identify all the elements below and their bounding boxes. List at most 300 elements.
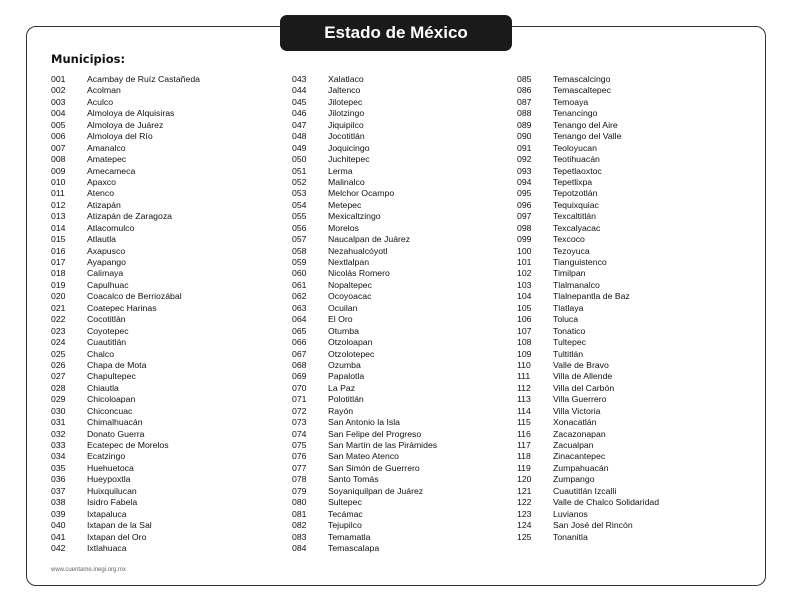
municipio-name: Rayón (328, 405, 354, 416)
municipio-name: Tlalnepantla de Baz (553, 291, 630, 302)
municipio-number: 118 (517, 451, 531, 462)
municipio-number: 099 (517, 234, 532, 245)
municipio-name: Papalotla (328, 371, 365, 382)
municipio-number: 062 (292, 291, 307, 302)
municipio-name: Villa del Carbón (553, 382, 615, 393)
municipio-name: Tejupilco (328, 520, 362, 531)
municipio-name: El Oro (328, 314, 353, 325)
municipio-row (51, 74, 271, 85)
municipio-row (292, 394, 512, 405)
municipio-name: Ocoyoacac (328, 291, 372, 302)
municipio-row (292, 131, 512, 142)
municipio-number: 087 (517, 96, 532, 107)
municipio-name: Santo Tomás (328, 474, 379, 485)
municipio-name: Almoloya de Alquisiras (87, 108, 175, 119)
municipio-number: 043 (292, 74, 307, 84)
municipio-name: Atlacomulco (87, 222, 135, 233)
municipio-number: 046 (292, 108, 307, 119)
municipio-row (51, 463, 271, 474)
municipio-row (517, 371, 737, 382)
municipio-row (51, 520, 271, 531)
municipio-name: Luvianos (553, 508, 588, 519)
municipio-name: Chimalhuacán (87, 417, 143, 428)
municipio-row (51, 451, 271, 462)
municipio-name: Villa de Allende (553, 371, 613, 382)
municipio-number: 053 (292, 188, 307, 199)
municipio-number: 075 (292, 440, 307, 450)
municipio-number: 068 (292, 359, 307, 370)
municipio-row (292, 268, 512, 279)
municipio-number: 122 (517, 497, 532, 508)
municipio-number: 103 (517, 279, 532, 290)
municipio-name: Nicolás Romero (328, 268, 390, 279)
municipio-number: 033 (51, 440, 66, 450)
municipio-number: 067 (292, 348, 307, 359)
municipio-name: Tenango del Valle (553, 131, 622, 142)
municipio-name: Ixtapaluca (87, 508, 127, 519)
municipio-number: 121 (517, 485, 532, 496)
municipio-row (51, 200, 271, 211)
municipio-row (517, 268, 737, 279)
municipio-row (292, 360, 512, 371)
municipio-name: Zumpahuacán (553, 462, 609, 473)
municipio-name: Tepetlaoxtoc (553, 165, 602, 176)
municipio-name: Ecatzingo (87, 451, 126, 462)
municipio-row (292, 246, 512, 257)
municipio-number: 002 (51, 85, 66, 96)
municipio-number: 105 (517, 302, 532, 313)
municipio-number: 014 (51, 222, 66, 233)
municipio-number: 110 (517, 359, 531, 370)
municipio-number: 016 (51, 245, 66, 256)
municipio-name: Ecatepec de Morelos (87, 440, 169, 450)
municipio-name: Tultitlán (553, 348, 584, 359)
municipio-row (292, 451, 512, 462)
municipio-name: Tonatico (553, 325, 586, 336)
municipio-name: Zacazonapan (553, 428, 606, 439)
municipio-number: 001 (51, 74, 66, 84)
municipio-number: 088 (517, 108, 532, 119)
municipio-number: 034 (51, 451, 66, 462)
municipio-number: 036 (51, 474, 66, 485)
municipio-name: Chapa de Mota (87, 359, 147, 370)
municipio-name: Teoloyucan (553, 142, 597, 153)
municipio-number: 049 (292, 142, 307, 153)
municipio-number: 125 (517, 531, 532, 542)
municipio-number: 102 (517, 268, 532, 279)
municipio-number: 032 (51, 428, 66, 439)
municipio-row (517, 429, 737, 440)
municipio-number: 078 (292, 474, 307, 485)
municipio-row (517, 85, 737, 96)
municipio-number: 079 (292, 485, 307, 496)
municipio-number: 117 (517, 440, 531, 450)
municipio-row (51, 326, 271, 337)
municipio-name: Melchor Ocampo (328, 188, 395, 199)
municipio-number: 041 (51, 531, 66, 542)
municipio-row (292, 177, 512, 188)
municipio-name: Tecámac (328, 508, 363, 519)
municipio-name: Tepotzotlán (553, 188, 598, 199)
municipio-row (292, 303, 512, 314)
municipio-row (51, 417, 271, 428)
municipio-row (517, 394, 737, 405)
municipio-name: Atizapán de Zaragoza (87, 211, 173, 222)
municipio-number: 091 (517, 142, 532, 153)
municipio-name: Juchitepec (328, 154, 370, 165)
municipio-name: Nezahualcóyotl (328, 245, 388, 256)
municipio-number: 044 (292, 85, 307, 96)
municipio-row (292, 143, 512, 154)
municipio-row (517, 246, 737, 257)
municipio-row (51, 474, 271, 485)
municipio-row (292, 383, 512, 394)
municipio-number: 042 (51, 542, 66, 553)
municipio-row (292, 257, 512, 268)
municipio-name: Zumpango (553, 474, 595, 485)
municipio-row (51, 85, 271, 96)
municipio-number: 021 (51, 302, 66, 313)
municipio-number: 038 (51, 497, 66, 508)
municipio-number: 066 (292, 337, 307, 348)
municipio-name: La Paz (328, 382, 356, 393)
municipio-name: Coatepec Harinas (87, 302, 157, 313)
municipios-column-1 (51, 74, 271, 554)
municipio-name: Huehuetoca (87, 462, 134, 473)
municipio-number: 005 (51, 119, 66, 130)
municipio-row (292, 440, 512, 451)
municipio-row (292, 543, 512, 554)
municipio-name: Huixquilucan (87, 485, 137, 496)
municipio-number: 025 (51, 348, 66, 359)
municipio-row (517, 474, 737, 485)
municipio-row (292, 532, 512, 543)
municipio-name: Coyotepec (87, 325, 129, 336)
municipio-number: 108 (517, 337, 532, 348)
municipio-name: Zacualpan (553, 440, 594, 450)
municipio-name: Atizapán (87, 199, 121, 210)
municipio-row (517, 451, 737, 462)
municipio-row (517, 314, 737, 325)
municipio-number: 045 (292, 96, 307, 107)
municipio-row (292, 200, 512, 211)
municipio-number: 120 (517, 474, 532, 485)
municipio-number: 076 (292, 451, 307, 462)
municipio-name: Tonanitla (553, 531, 588, 542)
municipio-number: 097 (517, 211, 532, 222)
municipio-number: 024 (51, 337, 66, 348)
municipio-row (517, 326, 737, 337)
municipio-name: Jilotzingo (328, 108, 365, 119)
municipio-number: 065 (292, 325, 307, 336)
municipio-row (51, 257, 271, 268)
municipio-number: 071 (292, 394, 307, 405)
municipio-name: Jiquipilco (328, 119, 364, 130)
municipio-name: Texcoco (553, 234, 585, 245)
municipio-row (292, 314, 512, 325)
municipio-name: Valle de Chalco Solidaridad (553, 497, 660, 508)
municipio-row (517, 463, 737, 474)
municipio-name: Ayapango (87, 257, 126, 267)
section-label: Municipios: (51, 52, 126, 66)
municipio-row (51, 223, 271, 234)
municipio-name: Almoloya de Juárez (87, 119, 164, 130)
municipio-number: 094 (517, 176, 532, 187)
municipio-number: 095 (517, 188, 532, 199)
municipio-number: 010 (51, 176, 66, 187)
municipio-number: 106 (517, 314, 532, 325)
municipio-name: Amatepec (87, 154, 127, 165)
municipio-row (517, 188, 737, 199)
municipio-row (517, 108, 737, 119)
municipio-row (51, 543, 271, 554)
municipio-name: Hueypoxtla (87, 474, 131, 485)
municipio-name: Almoloya del Río (87, 131, 153, 142)
municipio-number: 020 (51, 291, 66, 302)
municipio-row (292, 406, 512, 417)
municipio-row (517, 532, 737, 543)
municipio-name: Acolman (87, 85, 121, 96)
municipio-row (51, 143, 271, 154)
municipio-name: Lerma (328, 165, 353, 176)
municipio-name: Axapusco (87, 245, 126, 256)
municipio-row (292, 166, 512, 177)
municipio-row (517, 120, 737, 131)
municipio-name: Jocotitlán (328, 131, 365, 142)
municipio-name: Ixtlahuaca (87, 542, 127, 553)
municipio-name: Soyaniquilpan de Juárez (328, 485, 424, 496)
municipio-name: Nextlalpan (328, 257, 370, 267)
municipio-row (51, 303, 271, 314)
municipio-number: 022 (51, 314, 66, 325)
municipio-name: Atenco (87, 188, 115, 199)
municipio-number: 113 (517, 394, 531, 405)
municipio-row (517, 234, 737, 245)
municipio-row (292, 223, 512, 234)
municipio-name: Coacalco de Berriozábal (87, 291, 182, 302)
municipio-number: 096 (517, 199, 532, 210)
municipio-number: 109 (517, 348, 532, 359)
municipio-row (51, 131, 271, 142)
municipio-number: 077 (292, 462, 307, 473)
municipio-name: Morelos (328, 222, 359, 233)
municipio-number: 112 (517, 382, 531, 393)
municipio-row (292, 337, 512, 348)
municipio-name: Ozumba (328, 359, 361, 370)
municipio-row (517, 97, 737, 108)
municipio-number: 063 (292, 302, 307, 313)
municipio-row (517, 360, 737, 371)
municipio-row (292, 417, 512, 428)
municipio-number: 039 (51, 508, 66, 519)
municipio-row (292, 509, 512, 520)
municipio-number: 083 (292, 531, 307, 542)
municipio-row (51, 406, 271, 417)
municipio-name: Texcaltitlán (553, 211, 596, 222)
municipio-name: Temamatla (328, 531, 371, 542)
municipio-name: Jilotepec (328, 96, 363, 107)
municipio-number: 011 (51, 188, 65, 199)
municipio-number: 048 (292, 131, 307, 142)
municipio-number: 031 (51, 417, 66, 428)
municipio-row (292, 371, 512, 382)
municipio-name: Jaltenco (328, 85, 361, 96)
municipio-number: 084 (292, 542, 307, 553)
municipio-name: Tultepec (553, 337, 586, 348)
municipio-number: 069 (292, 371, 307, 382)
municipio-name: Atlautla (87, 234, 116, 245)
municipio-number: 060 (292, 268, 307, 279)
municipio-number: 073 (292, 417, 307, 428)
municipio-row (517, 177, 737, 188)
municipio-number: 012 (51, 199, 66, 210)
municipio-name: Mexicaltzingo (328, 211, 381, 222)
municipio-number: 116 (517, 428, 531, 439)
municipio-name: Chalco (87, 348, 115, 359)
municipio-row (51, 532, 271, 543)
municipio-number: 004 (51, 108, 66, 119)
municipio-name: Aculco (87, 96, 114, 107)
municipio-number: 052 (292, 176, 307, 187)
municipio-number: 019 (51, 279, 66, 290)
municipio-row (292, 211, 512, 222)
municipio-number: 029 (51, 394, 66, 405)
municipio-name: Temascaltepec (553, 85, 611, 96)
municipio-row (51, 97, 271, 108)
municipio-number: 085 (517, 74, 532, 84)
municipio-row (51, 120, 271, 131)
municipio-number: 027 (51, 371, 66, 382)
municipio-number: 098 (517, 222, 532, 233)
municipio-name: Temascalcingo (553, 74, 611, 84)
municipio-row (51, 509, 271, 520)
municipio-name: Otzolotepec (328, 348, 375, 359)
municipio-name: Tlalmanalco (553, 279, 600, 290)
municipio-row (517, 417, 737, 428)
municipio-name: Tianguistenco (553, 257, 607, 267)
municipio-row (51, 291, 271, 302)
municipio-number: 119 (517, 462, 531, 473)
municipio-name: Chapultepec (87, 371, 136, 382)
municipio-name: Tepetlixpa (553, 176, 593, 187)
municipio-number: 035 (51, 462, 66, 473)
municipio-number: 104 (517, 291, 532, 302)
footer-url: www.cuentame.inegi.org.mx (51, 567, 127, 573)
municipio-row (51, 234, 271, 245)
municipio-name: Cocotitlán (87, 314, 126, 325)
municipio-name: Villa Guerrero (553, 394, 607, 405)
municipio-number: 058 (292, 245, 307, 256)
municipio-name: Metepec (328, 199, 362, 210)
municipio-number: 115 (517, 417, 531, 428)
municipio-row (292, 520, 512, 531)
municipio-row (517, 486, 737, 497)
municipio-row (517, 257, 737, 268)
municipio-row (292, 120, 512, 131)
municipio-name: Ocuilan (328, 302, 358, 313)
municipio-row (517, 74, 737, 85)
municipio-row (292, 97, 512, 108)
municipio-number: 089 (517, 119, 532, 130)
municipio-row (51, 383, 271, 394)
municipio-row (51, 486, 271, 497)
municipio-row (51, 314, 271, 325)
municipio-name: Timilpan (553, 268, 586, 279)
municipio-number: 055 (292, 211, 307, 222)
municipio-row (517, 200, 737, 211)
municipio-number: 092 (517, 154, 532, 165)
municipio-name: Chiautla (87, 382, 119, 393)
municipio-number: 028 (51, 382, 66, 393)
municipio-number: 050 (292, 154, 307, 165)
municipio-row (292, 108, 512, 119)
municipio-number: 101 (517, 257, 532, 267)
municipio-number: 059 (292, 257, 307, 267)
municipio-name: Apaxco (87, 176, 116, 187)
municipio-name: Cuautitlán (87, 337, 127, 348)
municipio-row (517, 211, 737, 222)
municipio-row (292, 291, 512, 302)
municipio-row (51, 188, 271, 199)
municipio-name: Tenancingo (553, 108, 598, 119)
municipio-name: Temascalapa (328, 542, 380, 553)
municipio-name: Xonacatlán (553, 417, 597, 428)
municipio-number: 009 (51, 165, 66, 176)
municipio-name: San Felipe del Progreso (328, 428, 422, 439)
municipio-row (517, 154, 737, 165)
municipio-row (51, 371, 271, 382)
municipio-number: 123 (517, 508, 532, 519)
municipio-row (517, 303, 737, 314)
municipio-name: Ixtapan de la Sal (87, 520, 152, 531)
municipio-name: Cuautitlán Izcalli (553, 485, 617, 496)
municipio-row (292, 463, 512, 474)
municipios-column-3 (517, 74, 737, 543)
municipio-number: 023 (51, 325, 66, 336)
municipio-row (51, 429, 271, 440)
municipio-number: 080 (292, 497, 307, 508)
municipio-row (517, 280, 737, 291)
municipio-name: Calimaya (87, 268, 124, 279)
municipio-row (517, 406, 737, 417)
municipio-row (517, 166, 737, 177)
municipio-number: 061 (292, 279, 307, 290)
municipio-row (51, 349, 271, 360)
municipio-name: Otzoloapan (328, 337, 373, 348)
municipio-number: 015 (51, 234, 66, 245)
page-title: Estado de México (280, 15, 512, 51)
municipio-name: Chiconcuac (87, 405, 133, 416)
municipio-row (517, 509, 737, 520)
municipio-name: Joquicingo (328, 142, 370, 153)
municipio-name: Nopaltepec (328, 279, 372, 290)
municipio-number: 030 (51, 405, 66, 416)
municipio-name: Otumba (328, 325, 359, 336)
municipio-number: 006 (51, 131, 66, 142)
municipio-number: 003 (51, 96, 66, 107)
municipio-number: 082 (292, 520, 307, 531)
municipio-number: 064 (292, 314, 307, 325)
municipio-number: 026 (51, 359, 66, 370)
municipio-name: Toluca (553, 314, 579, 325)
municipio-row (51, 280, 271, 291)
municipio-number: 047 (292, 119, 307, 130)
municipio-row (517, 223, 737, 234)
municipio-name: Chicoloapan (87, 394, 136, 405)
municipio-row (51, 394, 271, 405)
municipio-name: Amanalco (87, 142, 126, 153)
municipio-number: 081 (292, 508, 307, 519)
